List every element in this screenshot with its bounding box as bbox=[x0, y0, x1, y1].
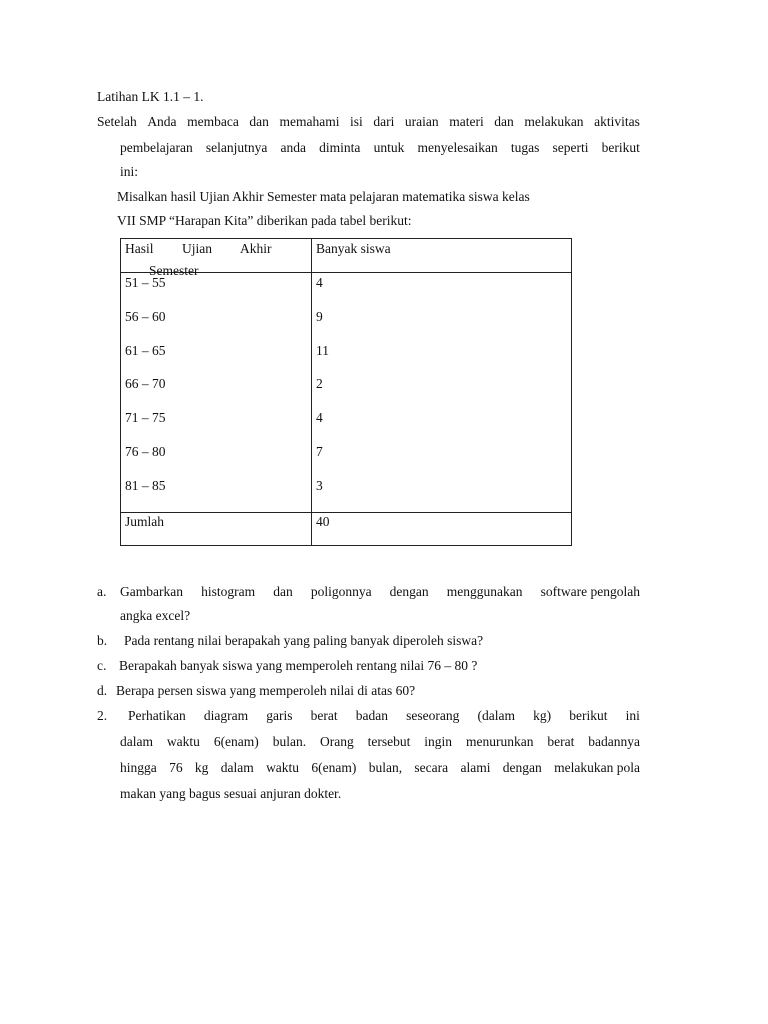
word: materi bbox=[449, 114, 484, 129]
table-total-row bbox=[121, 512, 572, 545]
word: software pengolah bbox=[540, 584, 640, 599]
word: anda bbox=[280, 140, 306, 155]
word: menurunkan bbox=[465, 734, 534, 749]
word: Gambarkan bbox=[120, 584, 183, 599]
word: dari bbox=[373, 114, 395, 129]
word: 6(enam) bbox=[311, 760, 357, 775]
word: bulan. bbox=[272, 734, 307, 749]
word: pembelajaran bbox=[120, 140, 193, 155]
header-word: Ujian bbox=[182, 241, 212, 256]
heading: Latihan LK 1.1 – 1. bbox=[97, 89, 204, 104]
total-value: 40 bbox=[312, 512, 572, 545]
word: berikut bbox=[569, 708, 608, 723]
intro-line-3: ini: bbox=[120, 164, 139, 179]
word: dan bbox=[273, 584, 293, 599]
word: waktu bbox=[266, 760, 300, 775]
range-value: 51 – 55 bbox=[125, 275, 166, 290]
word: dalam bbox=[120, 734, 153, 749]
count-value: 7 bbox=[316, 443, 323, 459]
count-value: 9 bbox=[316, 308, 323, 324]
word: alami bbox=[460, 760, 491, 775]
question-b-marker: b. bbox=[97, 633, 108, 648]
score-table bbox=[120, 238, 572, 546]
intro-line-2 bbox=[120, 140, 640, 156]
count-value: 4 bbox=[316, 275, 323, 290]
word: memahami bbox=[279, 114, 340, 129]
word: isi bbox=[350, 114, 363, 129]
word: aktivitas bbox=[594, 114, 640, 129]
intro-line-1 bbox=[97, 114, 640, 130]
header-word: Akhir bbox=[240, 241, 272, 256]
range-value: 81 – 85 bbox=[125, 477, 166, 493]
range-value: 66 – 70 bbox=[125, 376, 166, 392]
word: berikut bbox=[601, 140, 640, 155]
question-2-line-3 bbox=[120, 760, 640, 776]
header-word: Hasil bbox=[125, 241, 154, 256]
word: diminta bbox=[319, 140, 361, 155]
range-value: 56 – 60 bbox=[125, 308, 166, 324]
word: tersebut bbox=[367, 734, 411, 749]
total-label: Jumlah bbox=[121, 512, 312, 545]
word: dengan bbox=[389, 584, 429, 599]
count-value: 4 bbox=[316, 410, 323, 426]
word: Orang bbox=[319, 734, 354, 749]
word: dan bbox=[494, 114, 514, 129]
word: tugas bbox=[510, 140, 540, 155]
count-value: 3 bbox=[316, 477, 323, 493]
word: menggunakan bbox=[446, 584, 523, 599]
word: membaca bbox=[187, 114, 239, 129]
count-list bbox=[316, 275, 567, 512]
word: berat bbox=[310, 708, 338, 723]
header-subword: Semester bbox=[149, 263, 199, 278]
word: dalam bbox=[220, 760, 254, 775]
range-value: 71 – 75 bbox=[125, 410, 166, 426]
word: kg bbox=[194, 760, 209, 775]
word: badan bbox=[355, 708, 388, 723]
word: Perhatikan bbox=[128, 708, 186, 723]
word: melakukan bbox=[524, 114, 584, 129]
question-d-text: Berapa persen siswa yang memperoleh nilai di atas 60? bbox=[116, 683, 416, 698]
word: waktu bbox=[166, 734, 200, 749]
word: 6(enam) bbox=[213, 734, 259, 749]
word: kg) bbox=[533, 708, 552, 723]
count-value: 11 bbox=[316, 342, 329, 358]
question-c-text: Berapakah banyak siswa yang memperoleh rentang nilai 76 – 80 ? bbox=[119, 658, 478, 673]
question-a-line-1 bbox=[120, 584, 640, 600]
context-line-1: Misalkan hasil Ujian Akhir Semester mata pelajaran matematika siswa kelas bbox=[117, 189, 530, 204]
question-2-line-4: makan yang bagus sesuai anjuran dokter. bbox=[120, 786, 342, 801]
header-cell-count: Banyak siswa bbox=[312, 239, 572, 273]
header-cell-score bbox=[121, 239, 312, 278]
word: seseorang bbox=[406, 708, 460, 723]
word: (dalam bbox=[477, 708, 515, 723]
word: melakukan pola bbox=[554, 760, 640, 775]
word: Anda bbox=[147, 114, 177, 129]
range-list bbox=[125, 275, 307, 512]
word: 76 bbox=[169, 760, 183, 775]
word: ingin bbox=[424, 734, 453, 749]
word: garis bbox=[266, 708, 293, 723]
context-line-2: VII SMP “Harapan Kita” diberikan pada tabel berikut: bbox=[117, 213, 412, 228]
counts-cell bbox=[312, 273, 572, 513]
question-2-marker: 2. bbox=[97, 708, 108, 723]
word: Setelah bbox=[97, 114, 137, 129]
range-value: 76 – 80 bbox=[125, 443, 166, 459]
question-d-marker: d. bbox=[97, 683, 108, 698]
table-header-row bbox=[121, 239, 572, 273]
range-value: 61 – 65 bbox=[125, 342, 166, 358]
question-2-line-1 bbox=[128, 708, 640, 724]
word: histogram bbox=[201, 584, 256, 599]
word: untuk bbox=[373, 140, 405, 155]
ranges-cell bbox=[121, 273, 312, 513]
table-body-row bbox=[121, 273, 572, 513]
word: selanjutnya bbox=[205, 140, 268, 155]
word: badannya bbox=[588, 734, 640, 749]
word: dengan bbox=[502, 760, 542, 775]
question-c-marker: c. bbox=[97, 658, 107, 673]
word: menyelesaikan bbox=[417, 140, 498, 155]
question-a-line-2: angka excel? bbox=[120, 608, 191, 623]
word: bulan, bbox=[368, 760, 403, 775]
word: dan bbox=[249, 114, 269, 129]
question-a-marker: a. bbox=[97, 584, 107, 599]
count-value: 2 bbox=[316, 376, 323, 392]
question-b-text: Pada rentang nilai berapakah yang paling banyak diperoleh siswa? bbox=[124, 633, 484, 648]
question-2-line-2 bbox=[120, 734, 640, 750]
word: ini bbox=[625, 708, 640, 723]
word: berat bbox=[547, 734, 575, 749]
word: seperti bbox=[552, 140, 589, 155]
word: diagram bbox=[203, 708, 249, 723]
word: secara bbox=[414, 760, 449, 775]
word: poligonnya bbox=[310, 584, 372, 599]
word: hingga bbox=[120, 760, 157, 775]
word: uraian bbox=[404, 114, 439, 129]
